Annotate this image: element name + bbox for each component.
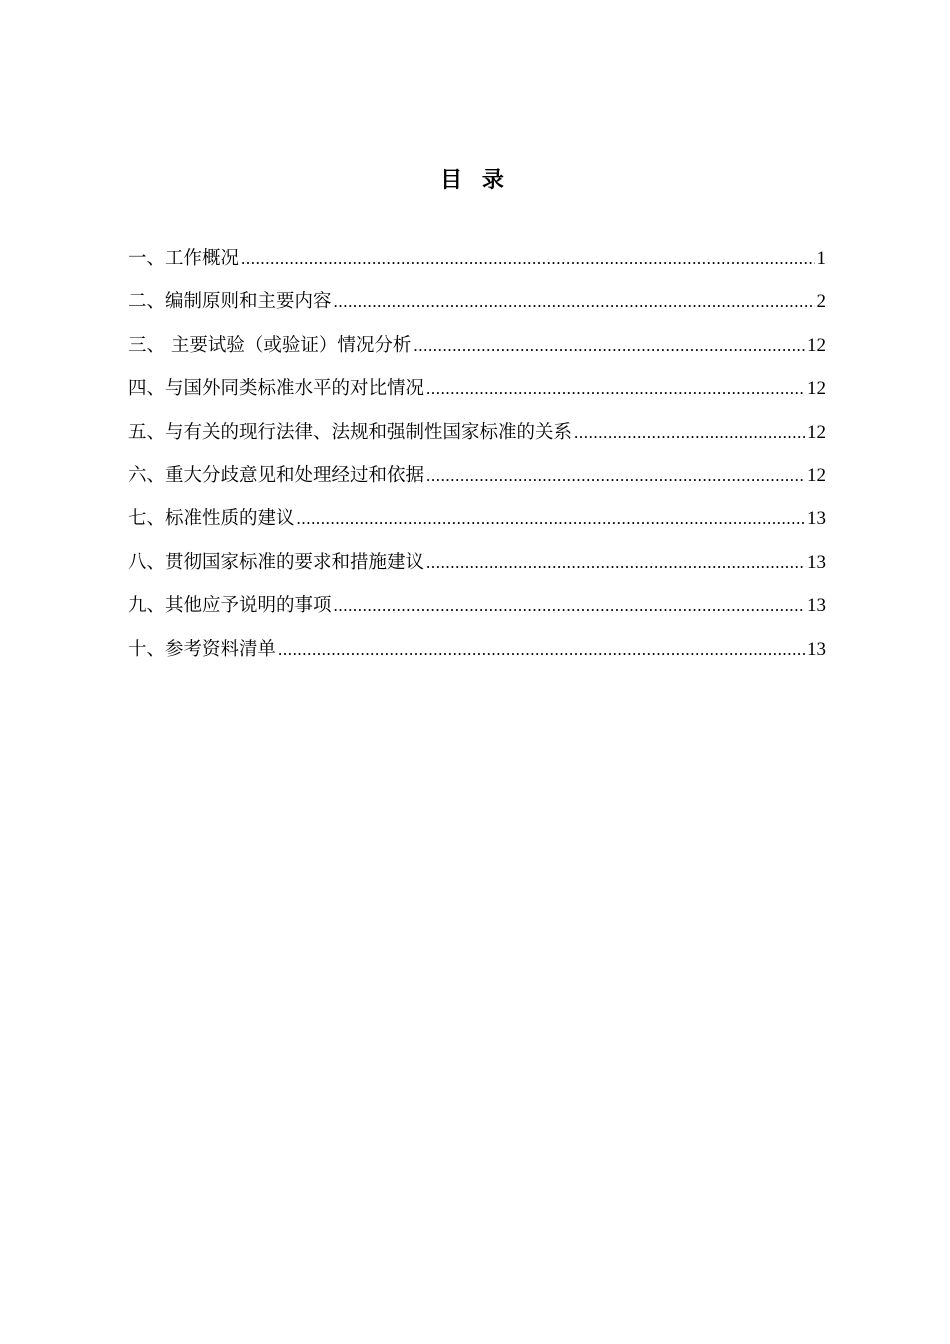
toc-entry-3[interactable] — [128, 331, 826, 374]
toc-entry-1[interactable] — [128, 244, 826, 287]
toc-entry-7[interactable] — [128, 504, 826, 547]
toc-entry-4[interactable] — [128, 374, 826, 417]
toc-entry-label: 四、与国外同类标准水平的对比情况 — [128, 378, 425, 400]
toc-dot-leader — [574, 418, 805, 448]
toc-entry-8[interactable] — [128, 548, 826, 591]
toc-entry-page: 13 — [807, 551, 826, 573]
toc-entry-page: 12 — [807, 421, 826, 443]
toc-entry-page: 13 — [807, 508, 826, 530]
toc-dot-leader — [426, 374, 805, 404]
toc-entry-label: 十、参考资料清单 — [128, 638, 277, 660]
toc-dot-leader — [334, 591, 805, 621]
toc-entry-label: 五、与有关的现行法律、法规和强制性国家标准的关系 — [128, 421, 573, 443]
toc-entry-label: 八、贯彻国家标准的要求和措施建议 — [128, 551, 425, 573]
toc-entry-page: 2 — [816, 291, 826, 313]
toc-entry-label: 三、 主要试验（或验证）情况分析 — [128, 334, 412, 356]
toc-entry-6[interactable] — [128, 461, 826, 504]
toc-title: 目 录 — [440, 168, 510, 193]
toc-dot-leader — [334, 287, 815, 317]
toc-dot-leader — [297, 504, 805, 534]
toc-dot-leader — [241, 244, 814, 274]
toc-entry-label: 二、编制原则和主要内容 — [128, 291, 332, 313]
toc-entry-2[interactable] — [128, 287, 826, 330]
toc-entry-page: 12 — [807, 334, 826, 356]
toc-dot-leader — [426, 548, 805, 578]
toc-list — [128, 244, 826, 678]
toc-entry-9[interactable] — [128, 591, 826, 634]
toc-entry-label: 九、其他应予说明的事项 — [128, 595, 332, 617]
toc-entry-page: 12 — [807, 378, 826, 400]
toc-dot-leader — [426, 461, 805, 491]
toc-dot-leader — [278, 635, 805, 665]
toc-entry-5[interactable] — [128, 418, 826, 461]
toc-entry-10[interactable] — [128, 635, 826, 678]
toc-entry-label: 一、工作概况 — [128, 248, 240, 269]
toc-dot-leader — [413, 331, 805, 361]
toc-entry-label: 七、标准性质的建议 — [128, 508, 295, 530]
toc-entry-page: 13 — [807, 595, 826, 617]
toc-entry-page: 1 — [816, 248, 826, 269]
toc-entry-page: 13 — [807, 638, 826, 660]
toc-entry-label: 六、重大分歧意见和处理经过和依据 — [128, 464, 425, 486]
toc-entry-page: 12 — [807, 464, 826, 486]
